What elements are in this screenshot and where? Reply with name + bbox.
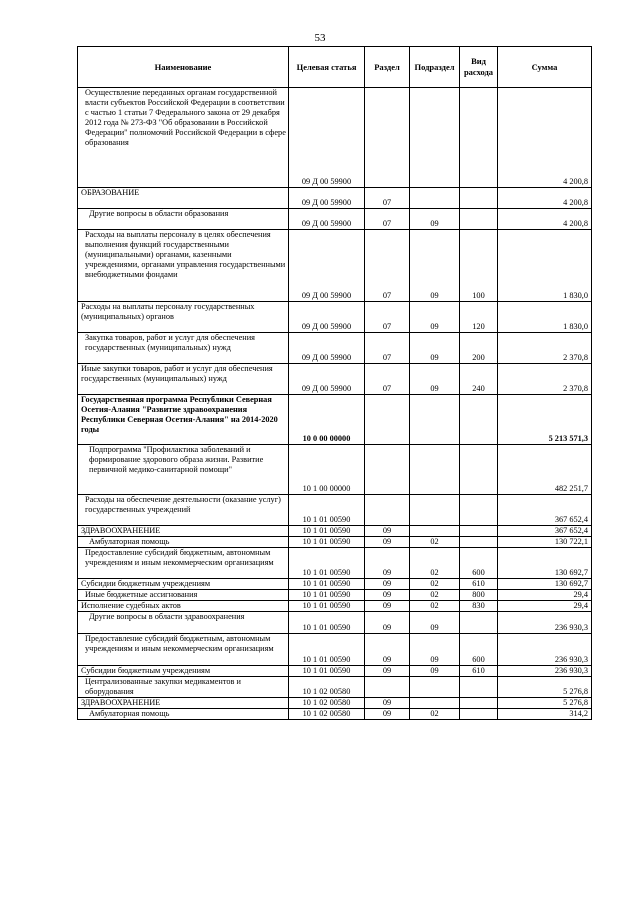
subsection-cell bbox=[410, 698, 460, 709]
subsection-cell bbox=[410, 188, 460, 209]
subsection-cell: 09 bbox=[410, 364, 460, 395]
section-cell: 09 bbox=[365, 579, 410, 590]
kind-cell: 610 bbox=[460, 666, 498, 677]
name-cell: Предоставление субсидий бюджетным, автономным учреждениям и иным некоммерческим организациям bbox=[78, 548, 289, 579]
section-cell: 09 bbox=[365, 590, 410, 601]
sum-cell: 29,4 bbox=[498, 601, 592, 612]
name-cell: Амбулаторная помощь bbox=[78, 709, 289, 720]
table-row bbox=[78, 709, 592, 720]
subsection-cell bbox=[410, 395, 460, 445]
subsection-cell: 02 bbox=[410, 548, 460, 579]
table-row bbox=[78, 579, 592, 590]
name-cell: Другие вопросы в области здравоохранения bbox=[78, 612, 289, 634]
kind-cell: 120 bbox=[460, 302, 498, 333]
name-cell: Расходы на выплаты персоналу в целях обеспечения выполнения функций государственными (муниципальными) органами, казенными учреждениями, органами управления государственными внебюджетными фондами bbox=[78, 230, 289, 302]
sum-cell: 4 200,8 bbox=[498, 188, 592, 209]
kind-cell bbox=[460, 445, 498, 495]
kind-cell: 600 bbox=[460, 548, 498, 579]
table-row bbox=[78, 230, 592, 302]
sum-cell: 130 722,1 bbox=[498, 537, 592, 548]
article-cell: 09 Д 00 59900 bbox=[289, 333, 365, 364]
subsection-cell: 09 bbox=[410, 666, 460, 677]
budget-table bbox=[77, 46, 592, 720]
sum-cell: 29,4 bbox=[498, 590, 592, 601]
article-cell: 10 1 01 00590 bbox=[289, 634, 365, 666]
subsection-cell bbox=[410, 445, 460, 495]
sum-cell: 130 692,7 bbox=[498, 579, 592, 590]
name-cell: Государственная программа Республики Северная Осетия-Алания "Развитие здравоохранения Республики Северная Осетия-Алания" на 2014-2020 годы bbox=[78, 395, 289, 445]
article-cell: 10 1 01 00590 bbox=[289, 537, 365, 548]
section-cell: 09 bbox=[365, 526, 410, 537]
section-cell: 07 bbox=[365, 364, 410, 395]
name-cell: Расходы на обеспечение деятельности (оказание услуг) государственных учреждений bbox=[78, 495, 289, 526]
table-row bbox=[78, 495, 592, 526]
table-header-row bbox=[78, 47, 592, 88]
table-row bbox=[78, 364, 592, 395]
kind-cell bbox=[460, 612, 498, 634]
article-cell: 09 Д 00 59900 bbox=[289, 188, 365, 209]
article-cell: 09 Д 00 59900 bbox=[289, 302, 365, 333]
name-cell: Исполнение судебных актов bbox=[78, 601, 289, 612]
header-article: Целевая статья bbox=[289, 47, 365, 88]
kind-cell bbox=[460, 188, 498, 209]
subsection-cell bbox=[410, 495, 460, 526]
subsection-cell: 02 bbox=[410, 709, 460, 720]
table-row bbox=[78, 88, 592, 188]
name-cell: ЗДРАВООХРАНЕНИЕ bbox=[78, 526, 289, 537]
table-row bbox=[78, 548, 592, 579]
article-cell: 09 Д 00 59900 bbox=[289, 88, 365, 188]
name-cell: Другие вопросы в области образования bbox=[78, 209, 289, 230]
section-cell bbox=[365, 677, 410, 698]
table-row bbox=[78, 302, 592, 333]
subsection-cell: 09 bbox=[410, 302, 460, 333]
page-number: 53 bbox=[314, 32, 326, 44]
name-cell: Расходы на выплаты персоналу государственных (муниципальных) органов bbox=[78, 302, 289, 333]
table-row bbox=[78, 209, 592, 230]
section-cell: 09 bbox=[365, 612, 410, 634]
article-cell: 10 1 01 00590 bbox=[289, 495, 365, 526]
section-cell: 09 bbox=[365, 698, 410, 709]
name-cell: Осуществление переданных органам государственной власти субъектов Российской Федерации в соответствии с частью 1 статьи 7 Федерального закона от 29 декабря 2012 года № 273-ФЗ "Об образовании в Российской Федерации" полномочий Российской Федерации в сфере образования bbox=[78, 88, 289, 188]
header-section: Раздел bbox=[365, 47, 410, 88]
article-cell: 10 1 00 00000 bbox=[289, 445, 365, 495]
kind-cell bbox=[460, 526, 498, 537]
table-row bbox=[78, 698, 592, 709]
article-cell: 10 1 01 00590 bbox=[289, 548, 365, 579]
section-cell: 09 bbox=[365, 601, 410, 612]
sum-cell: 236 930,3 bbox=[498, 634, 592, 666]
name-cell: Централизованные закупки медикаментов и оборудования bbox=[78, 677, 289, 698]
name-cell: Подпрограмма "Профилактика заболеваний и формирование здорового образа жизни. Развитие первичной медико-санитарной помощи" bbox=[78, 445, 289, 495]
sum-cell: 314,2 bbox=[498, 709, 592, 720]
header-name: Наименование bbox=[78, 47, 289, 88]
section-cell: 09 bbox=[365, 666, 410, 677]
table-row bbox=[78, 677, 592, 698]
article-cell: 10 1 01 00590 bbox=[289, 590, 365, 601]
sum-cell: 5 213 571,3 bbox=[498, 395, 592, 445]
subsection-cell: 09 bbox=[410, 612, 460, 634]
section-cell: 07 bbox=[365, 333, 410, 364]
name-cell: Субсидии бюджетным учреждениям bbox=[78, 579, 289, 590]
article-cell: 10 1 02 00580 bbox=[289, 698, 365, 709]
article-cell: 10 0 00 00000 bbox=[289, 395, 365, 445]
article-cell: 10 1 02 00580 bbox=[289, 709, 365, 720]
section-cell: 07 bbox=[365, 188, 410, 209]
section-cell bbox=[365, 88, 410, 188]
subsection-cell: 09 bbox=[410, 634, 460, 666]
sum-cell: 2 370,8 bbox=[498, 364, 592, 395]
name-cell: Иные бюджетные ассигнования bbox=[78, 590, 289, 601]
subsection-cell bbox=[410, 677, 460, 698]
article-cell: 09 Д 00 59900 bbox=[289, 230, 365, 302]
article-cell: 10 1 02 00580 bbox=[289, 677, 365, 698]
kind-cell: 800 bbox=[460, 590, 498, 601]
table-row bbox=[78, 666, 592, 677]
sum-cell: 367 652,4 bbox=[498, 495, 592, 526]
subsection-cell: 02 bbox=[410, 537, 460, 548]
section-cell: 07 bbox=[365, 209, 410, 230]
article-cell: 10 1 01 00590 bbox=[289, 666, 365, 677]
kind-cell: 830 bbox=[460, 601, 498, 612]
article-cell: 10 1 01 00590 bbox=[289, 612, 365, 634]
kind-cell bbox=[460, 677, 498, 698]
kind-cell bbox=[460, 537, 498, 548]
section-cell bbox=[365, 395, 410, 445]
sum-cell: 4 200,8 bbox=[498, 209, 592, 230]
name-cell: ЗДРАВООХРАНЕНИЕ bbox=[78, 698, 289, 709]
table-row bbox=[78, 188, 592, 209]
kind-cell: 600 bbox=[460, 634, 498, 666]
article-cell: 10 1 01 00590 bbox=[289, 579, 365, 590]
section-cell: 07 bbox=[365, 230, 410, 302]
section-cell: 07 bbox=[365, 302, 410, 333]
article-cell: 09 Д 00 59900 bbox=[289, 364, 365, 395]
article-cell: 09 Д 00 59900 bbox=[289, 209, 365, 230]
section-cell bbox=[365, 495, 410, 526]
subsection-cell bbox=[410, 88, 460, 188]
name-cell: Закупка товаров, работ и услуг для обеспечения государственных (муниципальных) нужд bbox=[78, 333, 289, 364]
sum-cell: 5 276,8 bbox=[498, 698, 592, 709]
name-cell: Предоставление субсидий бюджетным, автономным учреждениям и иным некоммерческим организациям bbox=[78, 634, 289, 666]
table-row bbox=[78, 445, 592, 495]
kind-cell bbox=[460, 395, 498, 445]
table-row bbox=[78, 590, 592, 601]
subsection-cell: 09 bbox=[410, 209, 460, 230]
kind-cell bbox=[460, 495, 498, 526]
sum-cell: 4 200,8 bbox=[498, 88, 592, 188]
sum-cell: 482 251,7 bbox=[498, 445, 592, 495]
sum-cell: 2 370,8 bbox=[498, 333, 592, 364]
kind-cell bbox=[460, 88, 498, 188]
kind-cell bbox=[460, 709, 498, 720]
header-subsection: Подраздел bbox=[410, 47, 460, 88]
name-cell: ОБРАЗОВАНИЕ bbox=[78, 188, 289, 209]
kind-cell bbox=[460, 209, 498, 230]
header-kind: Вид расхода bbox=[460, 47, 498, 88]
kind-cell: 100 bbox=[460, 230, 498, 302]
section-cell: 09 bbox=[365, 537, 410, 548]
article-cell: 10 1 01 00590 bbox=[289, 601, 365, 612]
sum-cell: 1 830,0 bbox=[498, 302, 592, 333]
table-row bbox=[78, 333, 592, 364]
kind-cell bbox=[460, 698, 498, 709]
table-row bbox=[78, 526, 592, 537]
kind-cell: 610 bbox=[460, 579, 498, 590]
table-row bbox=[78, 612, 592, 634]
table-row bbox=[78, 601, 592, 612]
sum-cell: 130 692,7 bbox=[498, 548, 592, 579]
section-cell: 09 bbox=[365, 548, 410, 579]
section-cell bbox=[365, 445, 410, 495]
subsection-cell: 02 bbox=[410, 601, 460, 612]
subsection-cell: 02 bbox=[410, 579, 460, 590]
table-row bbox=[78, 537, 592, 548]
header-sum: Сумма bbox=[498, 47, 592, 88]
kind-cell: 200 bbox=[460, 333, 498, 364]
subsection-cell: 09 bbox=[410, 230, 460, 302]
article-cell: 10 1 01 00590 bbox=[289, 526, 365, 537]
name-cell: Субсидии бюджетным учреждениям bbox=[78, 666, 289, 677]
subsection-cell: 02 bbox=[410, 590, 460, 601]
sum-cell: 1 830,0 bbox=[498, 230, 592, 302]
name-cell: Иные закупки товаров, работ и услуг для обеспечения государственных (муниципальных) нужд bbox=[78, 364, 289, 395]
sum-cell: 5 276,8 bbox=[498, 677, 592, 698]
subsection-cell bbox=[410, 526, 460, 537]
table-row bbox=[78, 395, 592, 445]
section-cell: 09 bbox=[365, 709, 410, 720]
kind-cell: 240 bbox=[460, 364, 498, 395]
table-row bbox=[78, 634, 592, 666]
section-cell: 09 bbox=[365, 634, 410, 666]
sum-cell: 236 930,3 bbox=[498, 612, 592, 634]
sum-cell: 236 930,3 bbox=[498, 666, 592, 677]
subsection-cell: 09 bbox=[410, 333, 460, 364]
sum-cell: 367 652,4 bbox=[498, 526, 592, 537]
name-cell: Амбулаторная помощь bbox=[78, 537, 289, 548]
